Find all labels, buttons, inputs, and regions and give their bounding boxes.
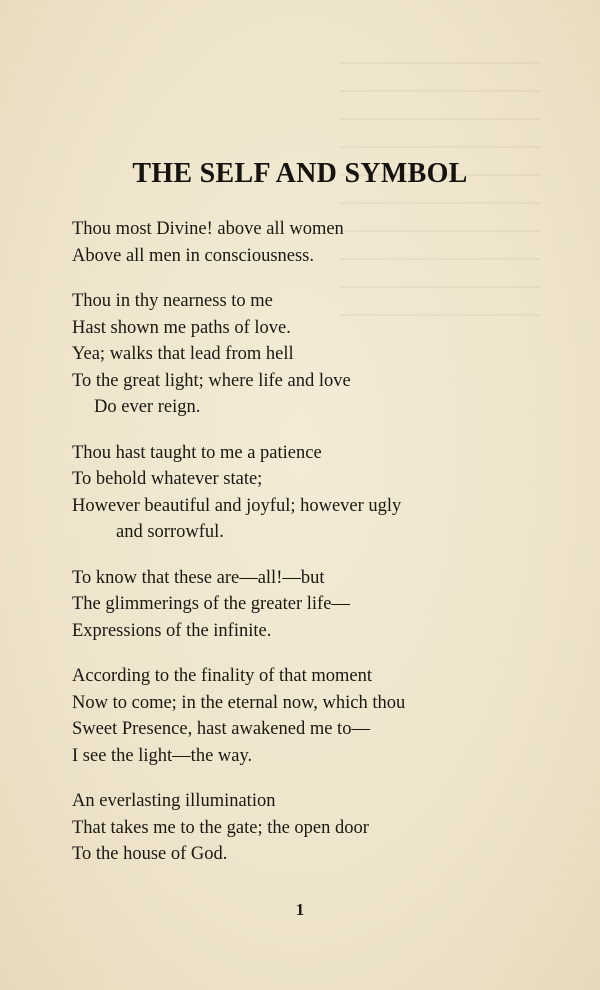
stanza-2 [72,288,532,421]
stanza-3 [72,440,532,546]
poem-line: To the great light; where life and love [72,370,351,391]
stanza-1 [72,216,532,269]
poem-line: Do ever reign. [94,397,201,417]
poem-line: An everlasting illumination [72,791,276,811]
stanza-6 [72,788,532,868]
poem-line: Thou in thy nearness to me [72,291,273,311]
poem-line: To the house of God. [72,844,228,864]
stanza-4 [72,565,532,645]
poem-line: However beautiful and joyful; however ugly [72,495,402,516]
poem-line: To behold whatever state; [72,469,263,489]
poem-line: Expressions of the infinite. [72,620,272,641]
poem-line: Yea; walks that lead from hell [72,344,294,364]
poem-line: Above all men in consciousness. [72,245,314,266]
poem-line: The glimmerings of the greater life— [72,594,350,614]
page-title: THE SELF AND SYMBOL [132,158,468,189]
page-number: 1 [295,900,305,919]
poem-line: Thou most Divine! above all women [72,219,344,239]
poem-line: That takes me to the gate; the open door [72,817,369,838]
poem-line: Hast shown me paths of love. [72,317,291,338]
poem-line: Now to come; in the eternal now, which thou [72,692,406,713]
poem-line: According to the finality of that moment [72,666,373,686]
poem-line: I see the light—the way. [72,745,253,766]
stanza-5 [72,663,532,769]
poem-line: To know that these are—all!—but [72,567,325,588]
poem-body [72,216,532,887]
poem-line: and sorrowful. [116,522,224,542]
poem-line: Thou hast taught to me a patience [72,442,322,463]
poem-line: Sweet Presence, hast awakened me to— [72,719,370,739]
